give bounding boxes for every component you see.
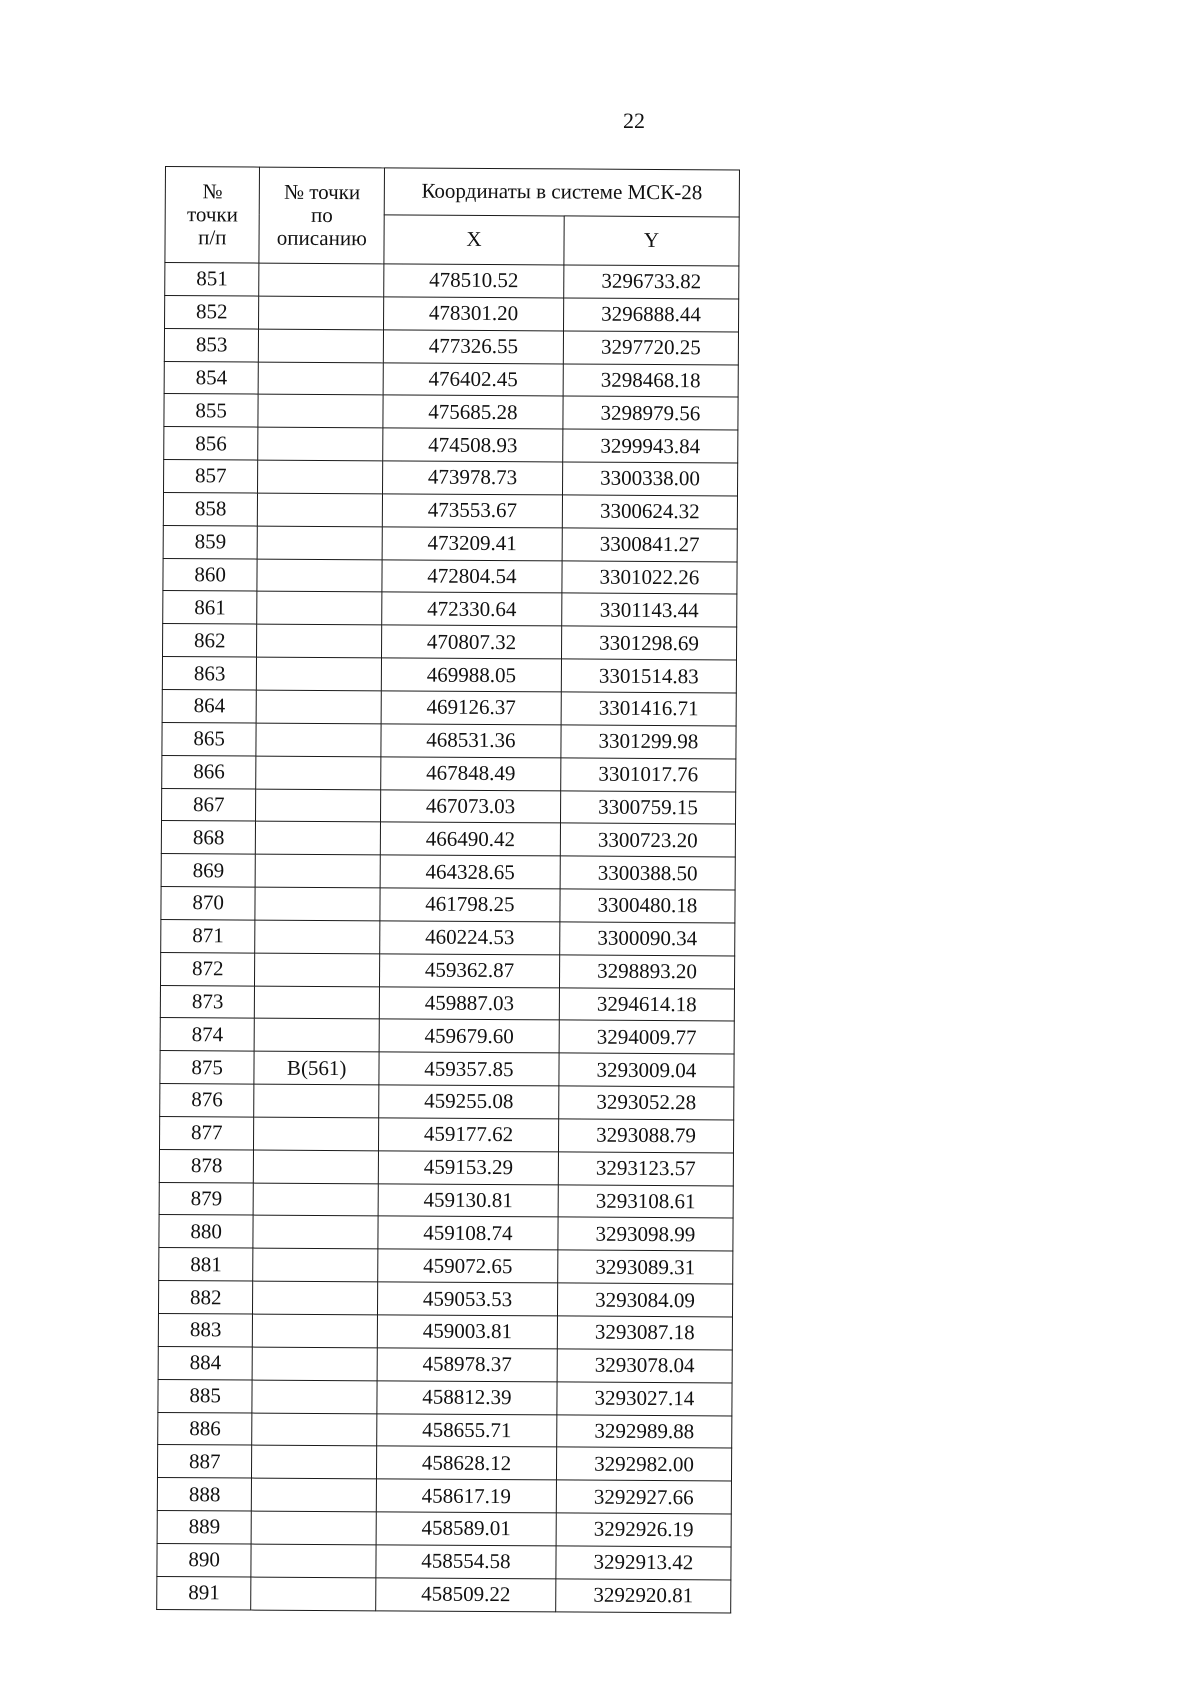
cell-point-number: 885 <box>158 1379 253 1412</box>
table-row <box>160 985 734 1021</box>
cell-description-point <box>253 1216 378 1250</box>
cell-x: 469126.37 <box>381 691 561 725</box>
table-row <box>159 1182 733 1218</box>
header-y: Y <box>564 216 739 266</box>
cell-y: 3293087.18 <box>557 1316 732 1350</box>
cell-y: 3293027.14 <box>557 1382 732 1416</box>
cell-y: 3292982.00 <box>556 1447 731 1481</box>
cell-x: 459362.87 <box>380 954 560 988</box>
cell-y: 3293078.04 <box>557 1349 732 1383</box>
table-row <box>164 328 738 364</box>
table-row <box>162 689 736 725</box>
cell-y: 3292926.19 <box>556 1513 731 1547</box>
table-row <box>162 722 736 758</box>
cell-point-number: 866 <box>162 755 257 788</box>
cell-y: 3301299.98 <box>561 725 736 759</box>
cell-y: 3300480.18 <box>560 889 735 923</box>
cell-point-number: 875 <box>160 1051 255 1084</box>
cell-y: 3300090.34 <box>560 922 735 956</box>
cell-y: 3293123.57 <box>558 1152 733 1186</box>
cell-point-number: 873 <box>160 985 255 1018</box>
coordinates-table <box>156 166 740 1613</box>
cell-y: 3292989.88 <box>557 1414 732 1448</box>
cell-y: 3299943.84 <box>563 429 738 463</box>
cell-y: 3298979.56 <box>563 396 738 430</box>
cell-y: 3292927.66 <box>556 1480 731 1514</box>
table-row <box>157 1511 731 1547</box>
cell-y: 3292920.81 <box>556 1579 731 1613</box>
cell-description-point <box>252 1380 377 1414</box>
cell-point-number: 868 <box>161 821 256 854</box>
cell-x: 475685.28 <box>383 395 563 429</box>
cell-x: 459108.74 <box>378 1216 558 1250</box>
table-row <box>162 755 736 791</box>
table-row <box>161 854 735 890</box>
cell-x: 477326.55 <box>383 330 563 364</box>
cell-x: 467848.49 <box>381 756 561 790</box>
cell-description-point <box>254 1084 379 1118</box>
cell-point-number: 855 <box>164 394 259 427</box>
cell-point-number: 879 <box>159 1182 254 1215</box>
cell-x: 459679.60 <box>379 1019 559 1053</box>
cell-point-number: 889 <box>157 1511 252 1544</box>
cell-description-point <box>252 1478 377 1512</box>
cell-x: 458589.01 <box>376 1512 556 1546</box>
cell-y: 3301514.83 <box>561 659 736 693</box>
cell-point-number: 856 <box>164 427 259 460</box>
cell-description-point <box>259 296 384 330</box>
cell-x: 458812.39 <box>377 1381 557 1415</box>
table-row <box>164 361 738 397</box>
cell-y: 3300759.15 <box>560 790 735 824</box>
cell-description-point <box>256 821 381 855</box>
cell-point-number: 872 <box>160 952 255 985</box>
page-number: 22 <box>623 108 645 133</box>
cell-point-number: 853 <box>164 328 259 361</box>
cell-y: 3293009.04 <box>559 1053 734 1087</box>
cell-y: 3294009.77 <box>559 1020 734 1054</box>
header-x: X <box>384 215 564 265</box>
cell-x: 473978.73 <box>383 461 563 495</box>
cell-x: 459357.85 <box>379 1052 559 1086</box>
table-row <box>164 427 738 463</box>
cell-description-point <box>254 1150 379 1184</box>
cell-description-point <box>252 1445 377 1479</box>
cell-description-point <box>258 394 383 428</box>
cell-y: 3300723.20 <box>560 823 735 857</box>
cell-description-point <box>255 920 380 954</box>
cell-point-number: 883 <box>158 1313 253 1346</box>
cell-point-number: 881 <box>159 1248 254 1281</box>
cell-x: 459177.62 <box>379 1118 559 1152</box>
cell-description-point <box>254 1183 379 1217</box>
cell-x: 461798.25 <box>380 888 560 922</box>
header-row <box>165 167 739 218</box>
cell-description-point <box>256 756 381 790</box>
table-body <box>157 263 739 1613</box>
cell-point-number: 887 <box>157 1445 252 1478</box>
cell-description-point <box>255 1018 380 1052</box>
header-description-point <box>259 167 384 264</box>
cell-point-number: 890 <box>157 1543 252 1576</box>
cell-y: 3301143.44 <box>562 593 737 627</box>
header-point-number <box>165 167 260 264</box>
cell-x: 459255.08 <box>379 1085 559 1119</box>
cell-description-point <box>259 329 384 363</box>
cell-y: 3293052.28 <box>559 1086 734 1120</box>
table-row <box>164 460 738 496</box>
table-row <box>163 624 737 660</box>
table-row <box>161 887 735 923</box>
cell-description-point <box>257 559 382 593</box>
cell-point-number: 869 <box>161 854 256 887</box>
header-description-line-2: по <box>310 202 333 227</box>
cell-point-number: 860 <box>163 558 258 591</box>
cell-x: 464328.65 <box>380 855 560 889</box>
cell-point-number: 886 <box>158 1412 253 1445</box>
table-row <box>159 1215 733 1251</box>
cell-y: 3293108.61 <box>558 1185 733 1219</box>
cell-y: 3301017.76 <box>561 758 736 792</box>
cell-y: 3292913.42 <box>556 1546 731 1580</box>
cell-point-number: 861 <box>163 591 258 624</box>
cell-y: 3301416.71 <box>561 692 736 726</box>
cell-x: 472330.64 <box>382 592 562 626</box>
table-row <box>157 1576 731 1612</box>
table-row <box>160 1084 734 1120</box>
cell-x: 478510.52 <box>384 264 564 298</box>
cell-y: 3300338.00 <box>562 462 737 496</box>
cell-y: 3300624.32 <box>562 495 737 529</box>
cell-y: 3296733.82 <box>564 265 739 299</box>
cell-x: 459153.29 <box>378 1151 558 1185</box>
cell-point-number: 867 <box>161 788 256 821</box>
cell-y: 3293084.09 <box>557 1283 732 1317</box>
table-row <box>163 591 737 627</box>
cell-description-point <box>258 427 383 461</box>
cell-x: 474508.93 <box>383 428 563 462</box>
cell-x: 458978.37 <box>377 1348 557 1382</box>
table-row <box>157 1478 731 1514</box>
cell-y: 3300841.27 <box>562 528 737 562</box>
cell-description-point <box>253 1281 378 1315</box>
cell-x: 458628.12 <box>377 1446 557 1480</box>
cell-point-number: 852 <box>165 295 260 328</box>
cell-description-point <box>255 986 380 1020</box>
cell-description-point <box>256 789 381 823</box>
cell-x: 460224.53 <box>380 921 560 955</box>
table-row <box>159 1116 733 1152</box>
table-row <box>157 1543 731 1579</box>
header-point-number-line-3: п/п <box>198 225 227 250</box>
table-row <box>165 263 739 299</box>
table-row <box>163 492 737 528</box>
cell-description-point <box>253 1347 378 1381</box>
cell-y: 3294614.18 <box>559 987 734 1021</box>
cell-point-number: 863 <box>162 657 257 690</box>
cell-description-point <box>256 854 381 888</box>
cell-point-number: 891 <box>157 1576 252 1609</box>
cell-x: 473209.41 <box>382 527 562 561</box>
cell-description-point <box>257 657 382 691</box>
cell-point-number: 874 <box>160 1018 255 1051</box>
cell-y: 3300388.50 <box>560 856 735 890</box>
cell-x: 472804.54 <box>382 559 562 593</box>
cell-x: 459053.53 <box>378 1282 558 1316</box>
table-row <box>158 1346 732 1382</box>
cell-description-point <box>257 624 382 658</box>
cell-x: 458554.58 <box>376 1545 556 1579</box>
cell-x: 458655.71 <box>377 1413 557 1447</box>
cell-point-number: 876 <box>160 1084 255 1117</box>
cell-point-number: 865 <box>162 722 257 755</box>
cell-x: 458509.22 <box>376 1578 556 1612</box>
table-row <box>158 1281 732 1317</box>
cell-description-point: B(561) <box>254 1051 379 1085</box>
table-row <box>157 1445 731 1481</box>
cell-description-point <box>253 1248 378 1282</box>
header-description-line-1: № точки <box>283 179 361 205</box>
cell-point-number: 882 <box>158 1281 253 1314</box>
header-description-line-3: описанию <box>276 225 367 251</box>
cell-point-number: 880 <box>159 1215 254 1248</box>
table-row <box>160 1018 734 1054</box>
table-row <box>159 1149 733 1185</box>
cell-x: 476402.45 <box>383 362 563 396</box>
cell-description-point <box>257 592 382 626</box>
cell-x: 459003.81 <box>377 1315 557 1349</box>
cell-description-point <box>251 1544 376 1578</box>
cell-point-number: 859 <box>163 525 258 558</box>
cell-description-point <box>257 690 382 724</box>
cell-x: 478301.20 <box>384 297 564 331</box>
cell-x: 459072.65 <box>378 1249 558 1283</box>
table-row <box>163 525 737 561</box>
cell-y: 3298893.20 <box>559 955 734 989</box>
cell-point-number: 854 <box>164 361 259 394</box>
cell-description-point <box>259 263 384 297</box>
cell-x: 459887.03 <box>379 986 559 1020</box>
cell-point-number: 884 <box>158 1346 253 1379</box>
cell-description-point <box>252 1413 377 1447</box>
cell-y: 3298468.18 <box>563 363 738 397</box>
cell-x: 459130.81 <box>378 1183 558 1217</box>
header-point-number-line-1: № <box>202 179 223 204</box>
cell-x: 466490.42 <box>380 822 560 856</box>
table-row <box>163 558 737 594</box>
cell-point-number: 870 <box>161 887 256 920</box>
cell-x: 473553.67 <box>382 494 562 528</box>
table-row <box>158 1379 732 1415</box>
cell-y: 3296888.44 <box>563 298 738 332</box>
table-row <box>158 1412 732 1448</box>
cell-point-number: 878 <box>159 1149 254 1182</box>
cell-point-number: 857 <box>164 460 259 493</box>
table-row <box>161 821 735 857</box>
cell-description-point <box>258 493 383 527</box>
cell-description-point <box>256 723 381 757</box>
table-row <box>162 657 736 693</box>
cell-description-point <box>258 460 383 494</box>
cell-point-number: 864 <box>162 689 257 722</box>
cell-point-number: 851 <box>165 263 260 296</box>
table-row <box>164 394 738 430</box>
cell-point-number: 858 <box>163 492 258 525</box>
header-coordinates: Координаты в системе МСК-28 <box>384 168 739 217</box>
cell-y: 3293089.31 <box>558 1250 733 1284</box>
cell-y: 3293098.99 <box>558 1217 733 1251</box>
cell-description-point <box>255 953 380 987</box>
cell-description-point <box>251 1577 376 1611</box>
cell-description-point <box>258 526 383 560</box>
table-row <box>165 295 739 331</box>
table-row <box>161 788 735 824</box>
cell-y: 3297720.25 <box>563 331 738 365</box>
cell-x: 470807.32 <box>382 625 562 659</box>
table-header <box>165 167 740 267</box>
cell-point-number: 871 <box>161 919 256 952</box>
cell-description-point <box>253 1314 378 1348</box>
cell-y: 3293088.79 <box>558 1119 733 1153</box>
cell-point-number: 888 <box>157 1478 252 1511</box>
table-row <box>161 919 735 955</box>
cell-description-point <box>259 362 384 396</box>
cell-point-number: 877 <box>159 1116 254 1149</box>
cell-x: 458617.19 <box>376 1479 556 1513</box>
cell-x: 468531.36 <box>381 724 561 758</box>
header-point-number-line-2: точки <box>186 202 238 227</box>
table-row <box>160 952 734 988</box>
cell-x: 469988.05 <box>381 658 561 692</box>
cell-description-point <box>252 1511 377 1545</box>
cell-y: 3301022.26 <box>562 561 737 595</box>
cell-description-point <box>255 887 380 921</box>
cell-point-number: 862 <box>163 624 258 657</box>
cell-description-point <box>254 1117 379 1151</box>
table-row <box>160 1051 734 1087</box>
cell-x: 467073.03 <box>381 789 561 823</box>
cell-y: 3301298.69 <box>561 626 736 660</box>
table-row <box>158 1313 732 1349</box>
table-row <box>159 1248 733 1284</box>
